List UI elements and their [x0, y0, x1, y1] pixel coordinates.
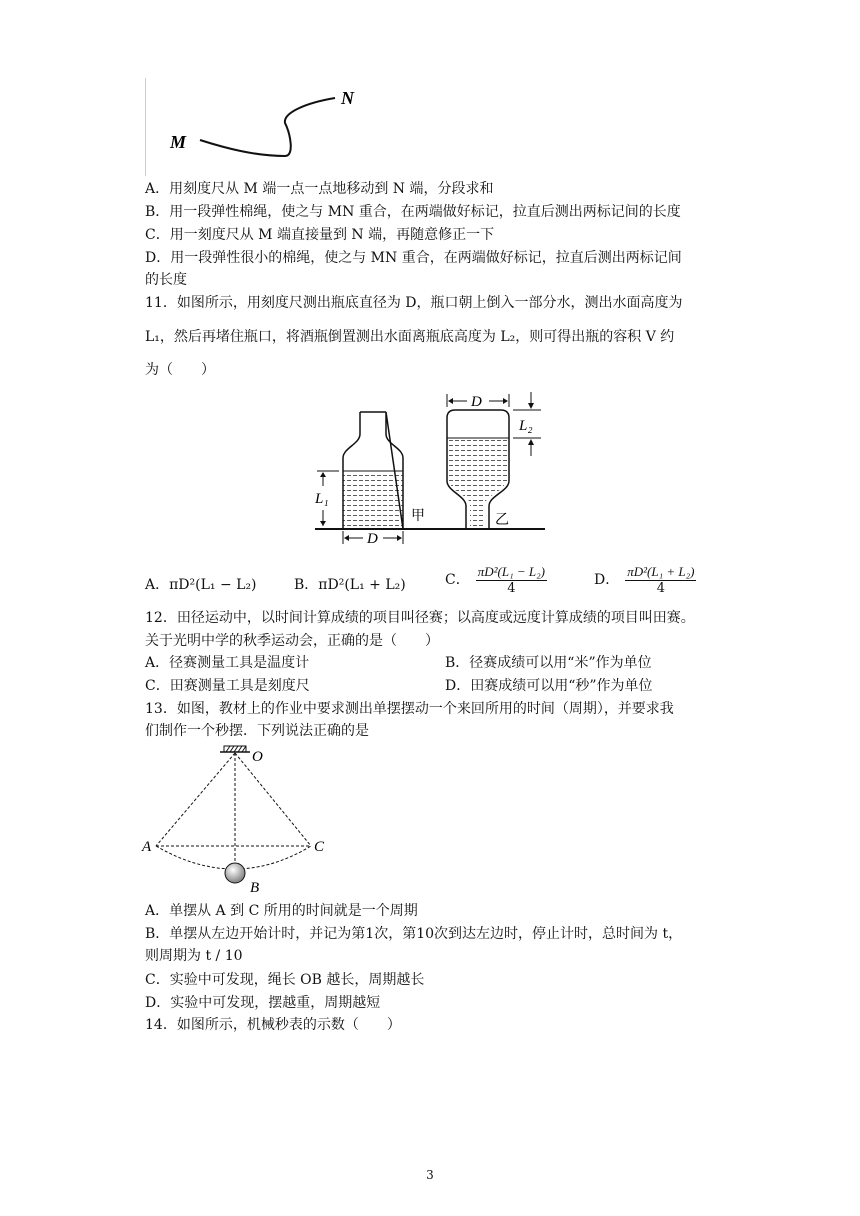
q10-option-d-cont: 的长度 [145, 272, 187, 288]
q13-stem-line2: 们制作一个秒摆．下列说法正确的是 [145, 723, 369, 739]
q11-option-d-denominator: 4 [656, 581, 665, 596]
label-yi: 乙 [495, 512, 509, 528]
q11-option-c-denominator: 4 [507, 581, 516, 596]
label-d-bottom: D [367, 531, 378, 547]
q10-option-a: A．用刻度尺从 M 端一点一点地移动到 N 端，分段求和 [145, 181, 494, 197]
q11-option-d [594, 564, 696, 596]
q13-option-d: D．实验中可发现，摆越重，周期越短 [145, 995, 381, 1011]
q12-stem-line1: 12．田径运动中，以时间计算成绩的项目叫径赛；以高度或远度计算成绩的项目叫田赛。 [145, 610, 695, 626]
q11-stem-line1: 11．如图所示，用刻度尺测出瓶底直径为 D，瓶口朝上倒入一部分水，测出水面高度为 [145, 295, 683, 311]
label-m: M [170, 132, 187, 152]
q12-option-d: D．田赛成绩可以用“秒”作为单位 [445, 678, 653, 694]
q13-option-a: A．单摆从 A 到 C 所用的时间就是一个周期 [145, 903, 418, 919]
label-l1: L₁ [315, 491, 329, 507]
q11-option-d-label: D． [594, 572, 620, 588]
q12-option-c: C．田赛测量工具是刻度尺 [145, 678, 310, 694]
q11-option-a: A．πD²(L₁ − L₂) [145, 577, 257, 593]
pendulum-bob [225, 863, 245, 883]
q13-option-b-cont: 则周期为 t / 10 [145, 948, 243, 964]
q10-option-b: B．用一段弹性棉绳，使之与 MN 重合，在两端做好标记，拉直后测出两标记间的长度 [145, 204, 681, 220]
label-c: C [314, 839, 325, 855]
q11-option-d-numerator: πD²(L₁ + L₂) [627, 564, 695, 579]
q14-stem: 14．如图所示，机械秒表的示数（ ） [145, 1017, 401, 1033]
bottle-figure [305, 388, 550, 548]
q11-option-c-label: C． [445, 572, 470, 588]
q13-option-c: C．实验中可发现，绳长 OB 越长，周期越长 [145, 972, 425, 988]
q13-option-b: B．单摆从左边开始计时，并记为第1次，第10次到达左边时，停止计时，总时间为 t， [145, 926, 683, 942]
q10-option-c: C．用一刻度尺从 M 端直接量到 N 端，再随意修正一下 [145, 227, 495, 243]
label-d-top: D [471, 394, 482, 410]
curve-mn-figure [145, 78, 385, 178]
label-jia: 甲 [411, 508, 425, 524]
q10-option-d: D．用一段弹性很小的棉绳，使之与 MN 重合，在两端做好标记，拉直后测出两标记间 [145, 250, 682, 266]
q12-stem-line2: 关于光明中学的秋季运动会，正确的是（ ） [145, 633, 439, 649]
q13-stem-line1: 13．如图，教材上的作业中要求测出单摆摆动一个来回所用的时间（周期），并要求我 [145, 701, 674, 717]
label-o: O [252, 749, 263, 765]
q11-option-c [445, 564, 547, 596]
label-a: A [142, 839, 152, 855]
q11-option-c-numerator: πD²(L₁ − L₂) [477, 564, 545, 579]
q12-option-b: B．径赛成绩可以用“米”作为单位 [445, 655, 652, 671]
q11-stem-line3: 为（ ） [145, 362, 215, 378]
label-l2: L₂ [519, 418, 533, 434]
pendulum-figure [140, 742, 340, 894]
q11-stem-line2: L₁，然后再堵住瓶口，将酒瓶倒置测出水面离瓶底高度为 L₂，则可得出瓶的容积 V 约 [145, 329, 675, 345]
page-number: 3 [426, 1168, 434, 1182]
q12-option-a: A．径赛测量工具是温度计 [145, 655, 310, 671]
label-n: N [341, 88, 354, 108]
label-b: B [250, 880, 260, 894]
q11-option-b: B．πD²(L₁ + L₂) [294, 577, 406, 593]
